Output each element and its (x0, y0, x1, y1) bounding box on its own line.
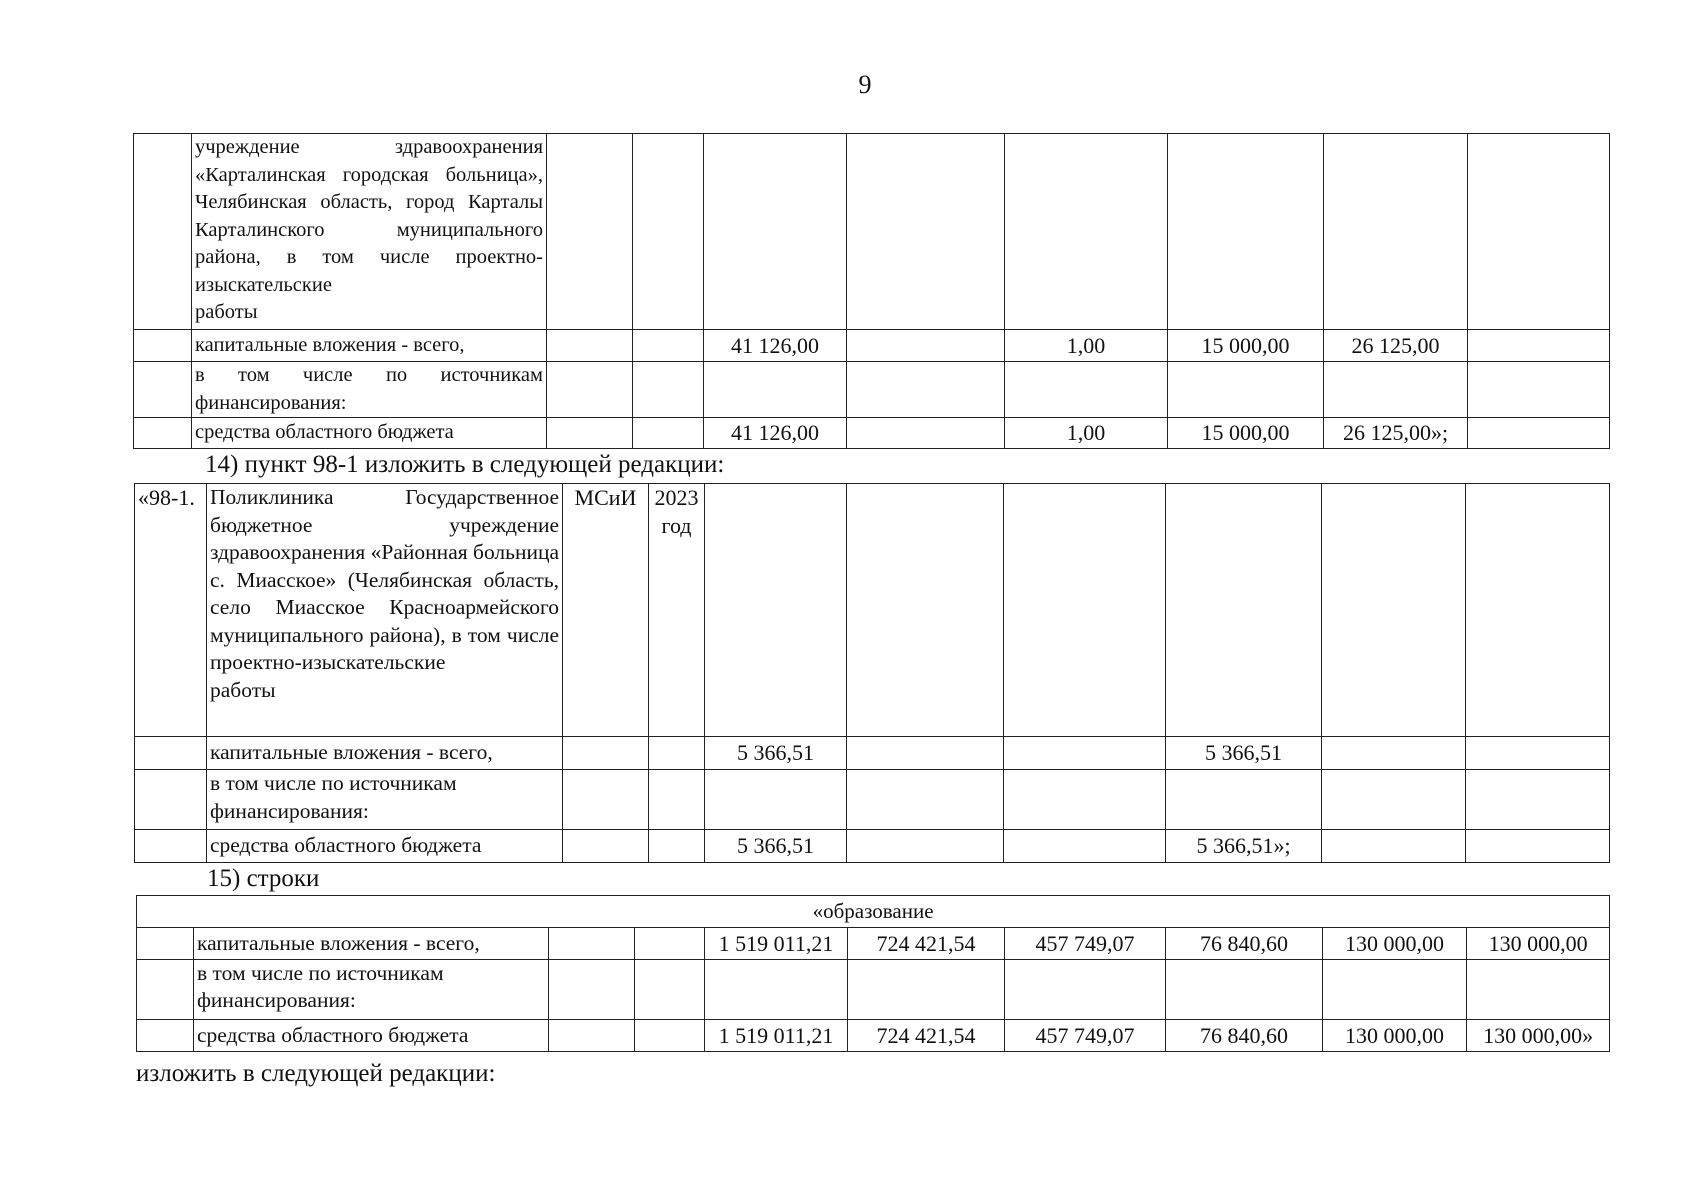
description-line: город Карталы Карталинского (195, 191, 544, 241)
section-header: «образование (137, 896, 1610, 928)
item-number: «98-1. (135, 484, 207, 737)
cell-total: 1 519 011,21 (705, 1020, 848, 1052)
table-row (137, 1020, 1610, 1052)
description-line: работы (195, 301, 258, 323)
cell-value: 130 000,00 (1323, 1020, 1467, 1052)
cell-value: 130 000,00» (1467, 1020, 1610, 1052)
description-line: работы (210, 677, 276, 702)
description-line: учреждение здравоохранения (195, 136, 543, 158)
row-label: в том числе по источникам финансирования: (192, 362, 547, 418)
row-label: капитальные вложения - всего, (207, 737, 563, 770)
cell-description (192, 134, 547, 330)
cell-total: 5 366,51 (705, 830, 847, 863)
cell-value: 457 749,07 (1005, 928, 1166, 960)
year-cell: 2023 год (649, 484, 705, 737)
cell-num (134, 134, 192, 330)
description-line: бюджетное учреждение (210, 512, 559, 537)
row-label: капитальные вложения - всего, (192, 330, 547, 362)
item-14-text: 14) пункт 98-1 изложить в следующей редакции: (205, 451, 725, 478)
description-line: числе проектно-изыскательские (195, 246, 544, 296)
table-education (136, 895, 1610, 1052)
row-label: в том числе по источникам финансирования: (194, 960, 549, 1020)
cell-value: 1,00 (1005, 418, 1168, 449)
row-label: средства областного бюджета (192, 418, 547, 449)
row-label: средства областного бюджета (194, 1020, 549, 1052)
table-row (135, 770, 1610, 830)
page-number: 9 (858, 70, 872, 99)
cell-value: 130 000,00 (1467, 928, 1610, 960)
customer-cell: МСиИ (563, 484, 649, 737)
cell-total: 41 126,00 (704, 418, 847, 449)
row-label: в том числе по источникам финансирования: (207, 770, 563, 830)
description-line: здравоохранения «Районная (210, 540, 468, 564)
item-15-text: 15) строки (207, 865, 320, 892)
description-line: Миасское Красноармейского (275, 595, 559, 619)
description-line: (Челябинская область, село (210, 567, 560, 619)
table-polyclinic-miasskoe (134, 483, 1610, 863)
row-label: средства областного бюджета (207, 830, 563, 863)
cell-value: 5 366,51»; (1166, 830, 1322, 863)
table-row (134, 330, 1610, 362)
cell-total: 1 519 011,21 (705, 928, 848, 960)
description-line: «Карталинская городская (195, 163, 429, 186)
cell-value: 76 840,60 (1166, 928, 1323, 960)
table-row (134, 134, 1610, 330)
table-row (134, 418, 1610, 449)
final-text: изложить в следующей редакции: (136, 1060, 496, 1087)
table-row (137, 960, 1610, 1020)
cell-total: 5 366,51 (705, 737, 847, 770)
cell-description (207, 484, 563, 737)
table-row (137, 928, 1610, 960)
cell-value: 76 840,60 (1166, 1020, 1323, 1052)
row-label: капитальные вложения - всего, (194, 928, 549, 960)
description-line: муниципального района, в том (195, 218, 543, 268)
description-line: числе проектно-изыскательские (210, 622, 560, 674)
cell-total: 41 126,00 (704, 330, 847, 362)
table-hospital-kartaly (133, 133, 1610, 449)
table-row (135, 830, 1610, 863)
description-line: Поликлиника Государственное (210, 485, 559, 509)
cell-value: 724 421,54 (848, 928, 1005, 960)
cell-value: 130 000,00 (1323, 928, 1467, 960)
cell-value: 457 749,07 (1005, 1020, 1166, 1052)
cell-value: 1,00 (1005, 330, 1168, 362)
table-row (135, 484, 1610, 737)
cell-value: 15 000,00 (1168, 330, 1324, 362)
description-line: больница с. Миасское» (210, 540, 559, 592)
cell-value: 26 125,00»; (1324, 418, 1468, 449)
cell-value: 724 421,54 (848, 1020, 1005, 1052)
cell-value: 5 366,51 (1166, 737, 1322, 770)
table-row (137, 896, 1610, 928)
cell-value: 15 000,00 (1168, 418, 1324, 449)
table-row (134, 362, 1610, 418)
cell-value: 26 125,00 (1324, 330, 1468, 362)
description-line: больница», Челябинская область, (195, 163, 543, 213)
description-line: муниципального района), в том (210, 622, 501, 647)
table-row (135, 737, 1610, 770)
